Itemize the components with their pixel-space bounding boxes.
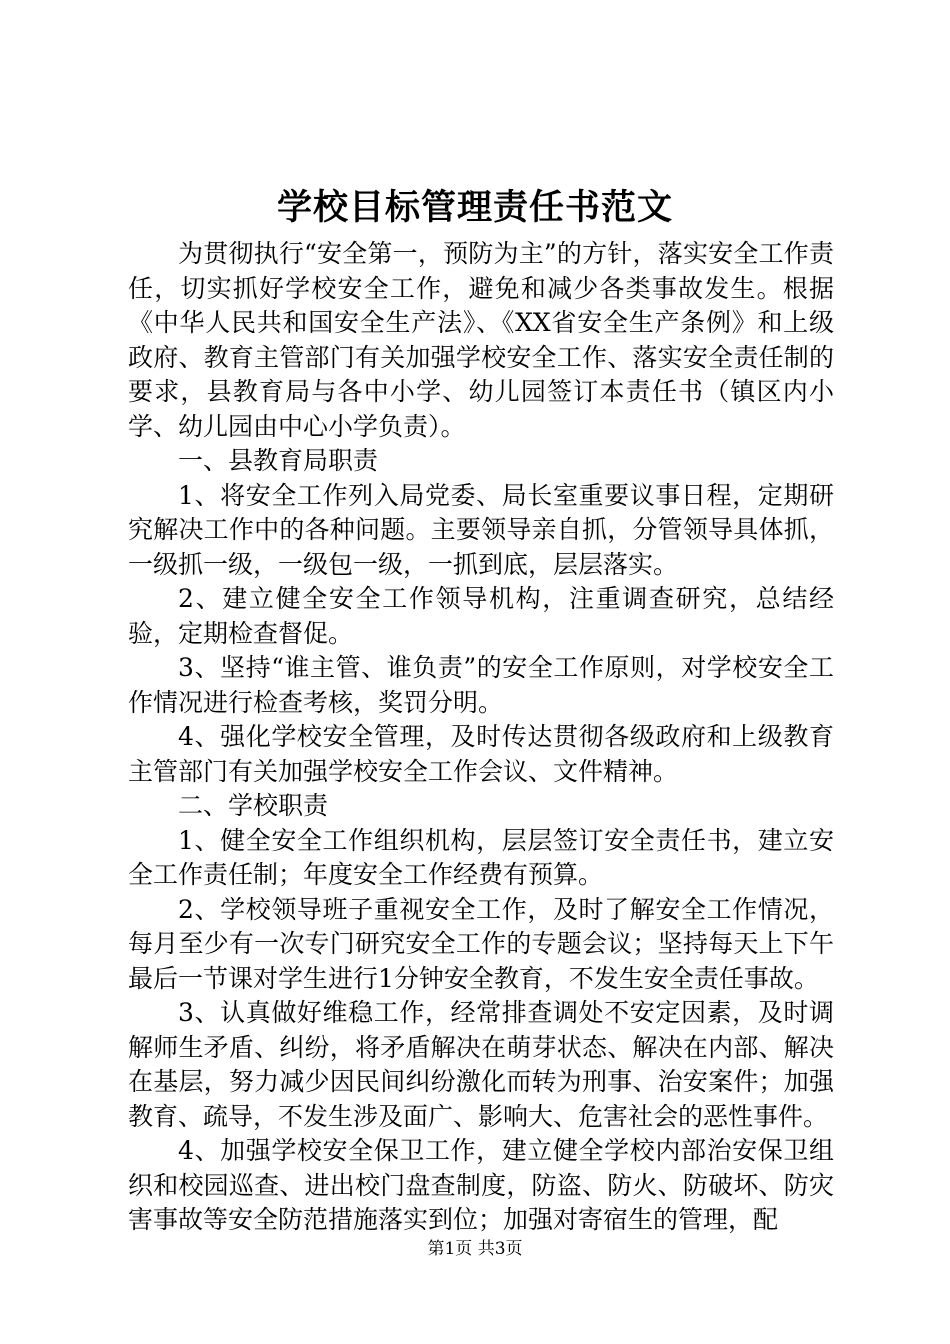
document-title: 学校目标管理责任书范文 <box>276 187 673 228</box>
paragraph-intro: 为贯彻执行“安全第一，预防为主”的方针，落实安全工作责任，切实抓好学校安全工作，避免和减少各类事故发生。根据《中华人民共和国安全生产法》、《XX省安全生产条例》和上级政府、教育主管部门有关加强学校安全工作、落实安全责任制的要求，县教育局与各中小学、幼儿园签订本责任书（镇区内小学、幼儿园由中心小学负责）。 <box>128 239 834 441</box>
paragraph-school-3: 3、认真做好维稳工作，经常排查调处不安定因素，及时调解师生矛盾、纠纷，将矛盾解决在萌芽状态、解决在内部、解决在基层，努力减少因民间纠纷激化而转为刑事、治安案件；加强教育、疏导，不发生涉及面广、影响大、危害社会的恶性事件。 <box>128 998 834 1131</box>
paragraph-school-1: 1、健全安全工作组织机构，层层签订安全责任书，建立安全工作责任制；年度安全工作经费有预算。 <box>128 825 834 889</box>
paragraph-school-2: 2、学校领导班子重视安全工作，及时了解安全工作情况，每月至少有一次专门研究安全工作的专题会议；坚持每天上下午最后一节课对学生进行1分钟安全教育，不发生安全责任事故。 <box>128 894 834 993</box>
paragraph-bureau-4: 4、强化学校安全管理，及时传达贯彻各级政府和上级教育主管部门有关加强学校安全工作会议、文件精神。 <box>128 722 834 786</box>
page-footer: 第1页 共3页 <box>427 1239 523 1259</box>
paragraph-bureau-3: 3、坚持“谁主管、谁负责”的安全工作原则，对学校安全工作情况进行检查考核，奖罚分明。 <box>128 653 834 717</box>
paragraph-school-4: 4、加强学校安全保卫工作，建立健全学校内部治安保卫组织和校园巡查、进出校门盘查制度，防盗、防火、防破坏、防灾害事故等安全防范措施落实到位；加强对寄宿生的管理，配 <box>128 1136 834 1234</box>
section-heading-bureau: 一、县教育局职责 <box>178 446 379 475</box>
document-body <box>128 237 834 1238</box>
section-heading-school: 二、学校职责 <box>178 791 329 820</box>
paragraph-bureau-1: 1、将安全工作列入局党委、局长室重要议事日程，定期研究解决工作中的各种问题。主要领导亲自抓，分管领导具体抓，一级抓一级，一级包一级，一抓到底，层层落实。 <box>128 480 834 579</box>
paragraph-bureau-2: 2、建立健全安全工作领导机构，注重调查研究，总结经验，定期检查督促。 <box>128 584 834 648</box>
